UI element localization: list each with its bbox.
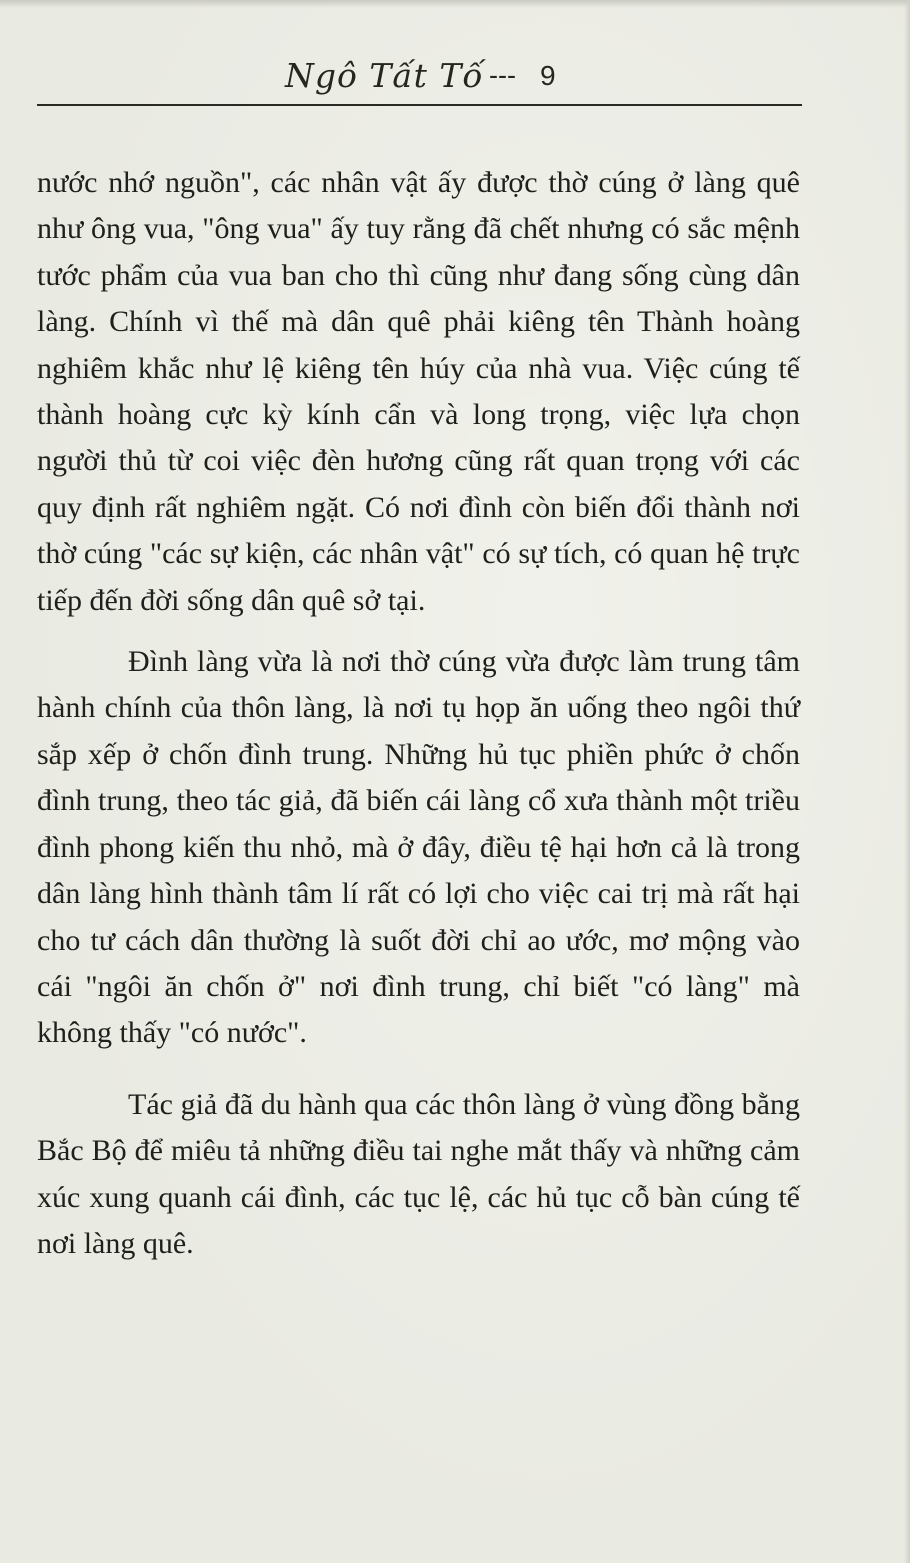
page-number: 9 bbox=[540, 60, 556, 91]
body-text bbox=[37, 160, 800, 1267]
header-rule bbox=[37, 104, 802, 106]
running-header bbox=[37, 52, 802, 104]
paragraph-2: Đình làng vừa là nơi thờ cúng vừa được làm trung tâm hành chính của thôn làng, là nơi tụ họp ăn uống theo ngôi thứ sắp xếp ở chốn đình trung. Những hủ tục phiền phức ở chốn đình trung, theo tác giả, đã biến cái làng cổ xưa thành một triều đình phong kiến thu nhỏ, mà ở đây, điều tệ hại hơn cả là trong dân làng hình thành tâm lí rất có lợi cho việc cai trị mà rất hại cho tư cách dân thường là suốt đời chỉ ao ước, mơ mộng vào cái "ngôi ăn chốn ở" nơi đình trung, chỉ biết "có làng" mà không thấy "có nước". bbox=[37, 645, 800, 1050]
page-right-edge bbox=[904, 0, 910, 1563]
paragraph-1: nước nhớ nguồn", các nhân vật ấy được thờ cúng ở làng quê như ông vua, "ông vua" ấy tuy rằng đã chết nhưng có sắc mệnh tước phẩm của vua ban cho thì cũng như đang sống cùng dân làng. Chính vì thế mà dân quê phải kiêng tên Thành hoàng nghiêm khắc như lệ kiêng tên húy của nhà vua. Việc cúng tế thành hoàng cực kỳ kính cẩn và long trọng, việc lựa chọn người thủ từ coi việc đèn hương cũng rất quan trọng với các quy định rất nghiêm ngặt. Có nơi đình còn biến đổi thành nơi thờ cúng "các sự kiện, các nhân vật" có sự tích, có quan hệ trực tiếp đến đời sống dân quê sở tại. bbox=[37, 166, 800, 617]
page-top-edge bbox=[0, 0, 910, 8]
header-separator: --- bbox=[489, 60, 516, 90]
header-author-title: Ngô Tất Tố bbox=[285, 56, 484, 95]
paragraph-3: Tác giả đã du hành qua các thôn làng ở vùng đồng bằng Bắc Bộ để miêu tả những điều tai nghe mắt thấy và những cảm xúc xung quanh cái đình, các tục lệ, các hủ tục cỗ bàn cúng tế nơi làng quê. bbox=[37, 1087, 800, 1260]
